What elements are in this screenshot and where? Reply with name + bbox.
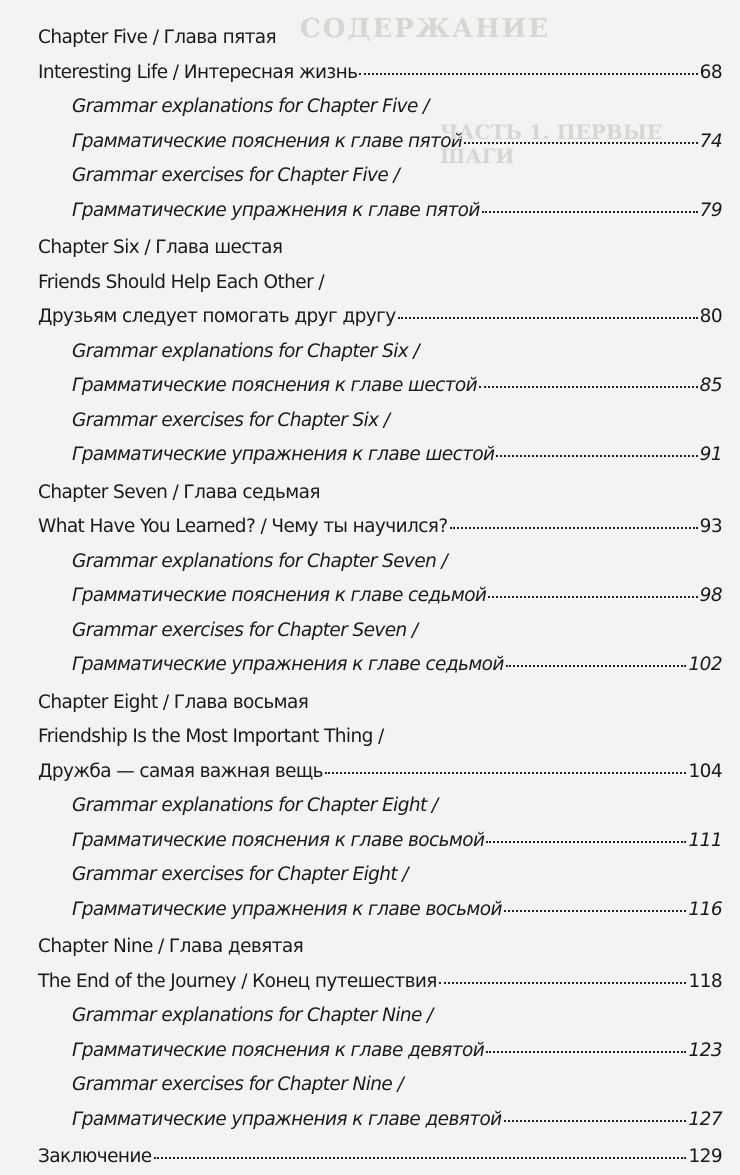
- page-number: 127: [688, 1108, 722, 1130]
- dot-leader: [486, 1051, 686, 1053]
- grammar-entry-line[interactable]: [38, 159, 722, 194]
- grammar-entry-line[interactable]: [38, 858, 722, 893]
- page-number: 116: [688, 898, 722, 920]
- page-number: 102: [688, 654, 722, 675]
- grammar-entry[interactable]: [38, 438, 722, 473]
- page-number: 91: [699, 444, 722, 465]
- entry-title: Грамматические пояснения к главе пятой: [72, 130, 463, 152]
- page-number: 123: [688, 1039, 722, 1061]
- entry-title: Grammar explanations for Chapter Nine /: [72, 1005, 433, 1026]
- page-number: 104: [688, 760, 722, 782]
- grammar-entry[interactable]: [38, 1103, 722, 1138]
- bleed-through-heading: СОДЕРЖАНИЕ: [300, 14, 551, 44]
- entry-title: Chapter Nine / Глава девятая: [38, 936, 304, 957]
- entry-title: Friends Should Help Each Other /: [38, 271, 324, 293]
- page-number: 98: [699, 585, 722, 606]
- chapter-title-entry[interactable]: [38, 266, 722, 301]
- grammar-entry-line[interactable]: [38, 335, 722, 370]
- chapter-title-entry[interactable]: [38, 56, 722, 91]
- entry-title: Грамматические упражнения к главе седьмой: [72, 654, 504, 675]
- grammar-entry-line[interactable]: [38, 404, 722, 439]
- entry-title: Chapter Seven / Глава седьмая: [38, 481, 320, 503]
- toc-section: [38, 686, 722, 928]
- grammar-entry-line[interactable]: [38, 545, 722, 580]
- grammar-entry[interactable]: [38, 125, 722, 160]
- entry-title: Грамматические упражнения к главе девятой: [72, 1108, 502, 1130]
- conclusion-entry[interactable]: [38, 1140, 722, 1175]
- dot-leader: [464, 142, 697, 144]
- grammar-entry-line[interactable]: [38, 1068, 722, 1103]
- entry-title: Interesting Life / Интересная жизнь: [38, 61, 358, 83]
- page-number: 68: [699, 61, 722, 83]
- dot-leader: [488, 596, 697, 598]
- grammar-entry-line[interactable]: [38, 999, 722, 1034]
- chapter-title-entry[interactable]: [38, 965, 722, 1000]
- entry-title: Chapter Eight / Глава восьмая: [38, 691, 309, 713]
- dot-leader: [506, 665, 687, 667]
- grammar-entry[interactable]: [38, 1034, 722, 1069]
- entry-title: What Have You Learned? / Чему ты научился?: [38, 516, 448, 537]
- entry-title: Грамматические упражнения к главе пятой: [72, 199, 480, 221]
- dot-leader: [154, 1157, 687, 1159]
- entry-title: Grammar exercises for Chapter Six /: [72, 409, 390, 431]
- toc-section: [38, 231, 722, 473]
- dot-leader: [398, 317, 698, 319]
- entry-title: The End of the Journey / Конец путешествия: [38, 970, 437, 992]
- entry-title: Grammar explanations for Chapter Eight /: [72, 795, 438, 816]
- entry-title: Grammar exercises for Chapter Seven /: [72, 619, 418, 641]
- chapter-title-entry[interactable]: [38, 720, 722, 755]
- entry-title: Грамматические упражнения к главе шестой: [72, 444, 495, 465]
- entry-title: Grammar exercises for Chapter Eight /: [72, 864, 408, 885]
- dot-leader: [504, 1120, 687, 1122]
- entry-title: Chapter Five / Глава пятая: [38, 27, 277, 48]
- chapter-heading[interactable]: [38, 686, 722, 721]
- page-number: 93: [699, 516, 722, 537]
- page-number: 118: [688, 970, 722, 992]
- page-number: 79: [699, 199, 722, 221]
- dot-leader: [482, 211, 698, 213]
- dot-leader: [325, 772, 686, 774]
- entry-title: Дружба — самая важная вещь: [38, 760, 323, 782]
- dot-leader: [479, 386, 698, 388]
- entry-title: Grammar explanations for Chapter Five /: [72, 96, 429, 117]
- toc-section: [38, 21, 722, 228]
- grammar-entry[interactable]: [38, 579, 722, 614]
- entry-title: Grammar exercises for Chapter Nine /: [72, 1074, 404, 1095]
- dot-leader: [359, 73, 697, 75]
- entry-title: Грамматические пояснения к главе шестой: [72, 375, 477, 396]
- bleed-through-part: ЧАСТЬ 1. ПЕРВЫЕ ШАГИ: [440, 120, 663, 168]
- grammar-entry[interactable]: [38, 648, 722, 683]
- chapter-heading[interactable]: [38, 21, 722, 56]
- grammar-entry[interactable]: [38, 893, 722, 928]
- dot-leader: [439, 982, 687, 984]
- page-number: 85: [699, 375, 722, 396]
- entry-title: Заключение: [38, 1146, 152, 1167]
- page-number: 111: [688, 829, 722, 851]
- entry-title: Грамматические пояснения к главе восьмой: [72, 829, 485, 851]
- entry-title: Грамматические упражнения к главе восьмой: [72, 898, 502, 920]
- grammar-entry[interactable]: [38, 369, 722, 404]
- entry-title: Друзьям следует помогать друг другу: [38, 306, 396, 327]
- toc-section: [38, 476, 722, 683]
- page-number: 129: [688, 1146, 722, 1167]
- entry-title: Grammar explanations for Chapter Six /: [72, 340, 420, 362]
- page-number: 80: [699, 306, 722, 327]
- chapter-title-entry[interactable]: [38, 300, 722, 335]
- entry-title: Грамматические пояснения к главе девятой: [72, 1039, 485, 1061]
- entry-title: Грамматические пояснения к главе седьмой: [72, 585, 487, 606]
- entry-title: Grammar explanations for Chapter Seven /: [72, 550, 448, 572]
- dot-leader: [486, 841, 686, 843]
- entry-title: Grammar exercises for Chapter Five /: [72, 165, 400, 186]
- grammar-entry-line[interactable]: [38, 789, 722, 824]
- chapter-heading[interactable]: [38, 930, 722, 965]
- page-number: 74: [699, 130, 722, 152]
- toc-section: [38, 930, 722, 1137]
- dot-leader: [450, 527, 698, 529]
- table-of-contents: [38, 21, 722, 1175]
- entry-title: Chapter Six / Глава шестая: [38, 237, 283, 258]
- chapter-heading[interactable]: [38, 476, 722, 511]
- grammar-entry-line[interactable]: [38, 90, 722, 125]
- dot-leader: [496, 455, 697, 457]
- chapter-title-entry[interactable]: [38, 510, 722, 545]
- entry-title: Friendship Is the Most Important Thing /: [38, 726, 384, 747]
- dot-leader: [504, 910, 687, 912]
- chapter-title-entry[interactable]: [38, 755, 722, 790]
- grammar-entry[interactable]: [38, 824, 722, 859]
- grammar-entry[interactable]: [38, 194, 722, 229]
- grammar-entry-line[interactable]: [38, 614, 722, 649]
- chapter-heading[interactable]: [38, 231, 722, 266]
